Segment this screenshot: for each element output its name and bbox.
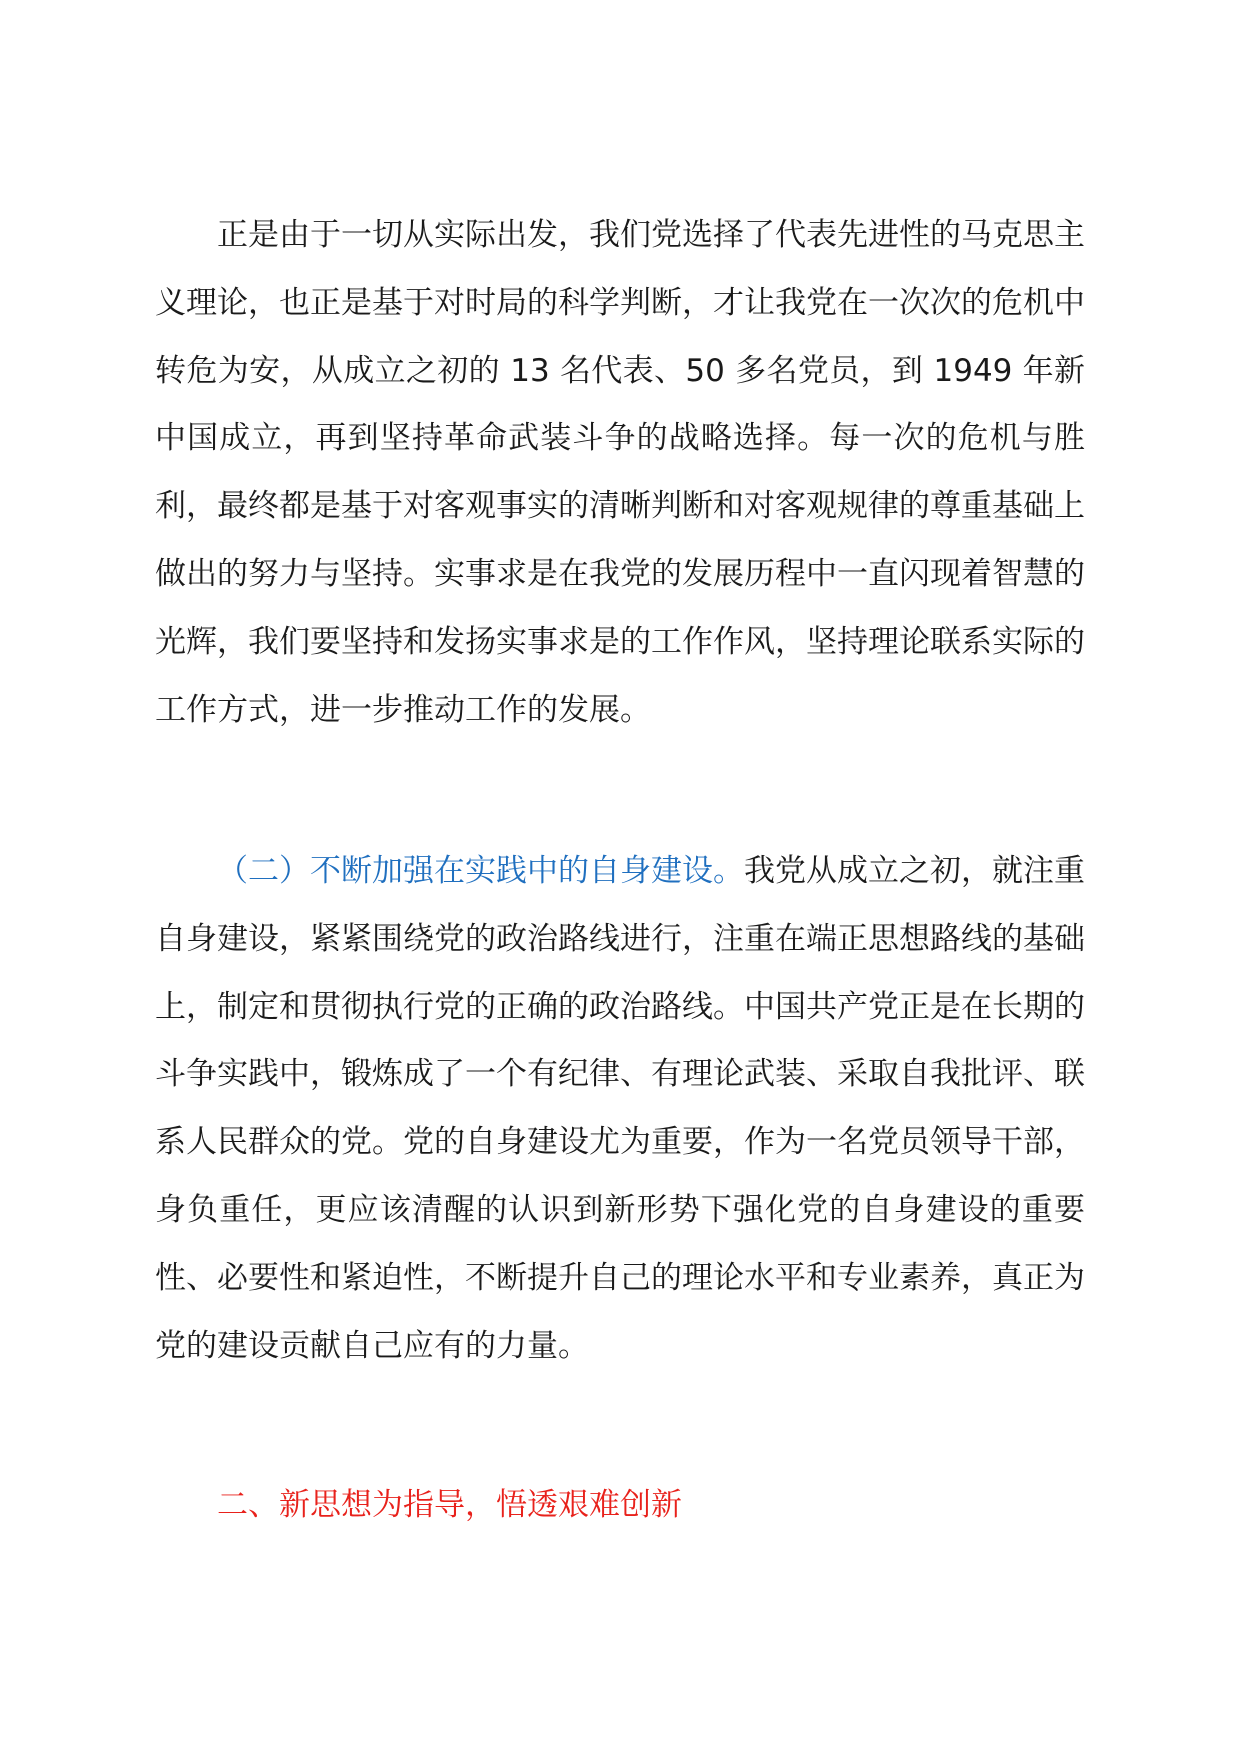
- subheading-self-construction: （二）不断加强在实践中的自身建设。: [217, 853, 744, 889]
- paragraph-self-construction-body: 我党从成立之初，就注重自身建设，紧紧围绕党的政治路线进行，注重在端正思想路线的基础上，制定和贯彻执行党的正确的政治路线。中国共产党正是在长期的斗争实践中，锻炼成了一个有纪律、有理论武装、采取自我批评、联系人民群众的党。党的自身建设尤为重要，作为一名党员领导干部，身负重任，更应该清醒的认识到新形势下强化党的自身建设的重要性、必要性和紧迫性，不断提升自己的理论水平和专业素养，真正为党的建设贡献自己应有的力量。: [155, 853, 1085, 1364]
- section-heading-new-thought: 二、新思想为指导，悟透艰难创新: [217, 1487, 682, 1523]
- paragraph-self-construction: [155, 838, 1085, 1380]
- paragraph-practical-approach: 正是由于一切从实际出发，我们党选择了代表先进性的马克思主义理论，也正是基于对时局的科学判断，才让我党在一次次的危机中转危为安，从成立之初的 13 名代表、50 多名党员，到 1949 年新中国成立，再到坚持革命武装斗争的战略选择。每一次的危机与胜利，最终都是基于对客观事实的清晰判断和对客观规律的尊重基础上做出的努力与坚持。实事求是在我党的发展历程中一直闪现着智慧的光辉，我们要坚持和发扬实事求是的工作作风，坚持理论联系实际的工作方式，进一步推动工作的发展。: [155, 217, 1085, 728]
